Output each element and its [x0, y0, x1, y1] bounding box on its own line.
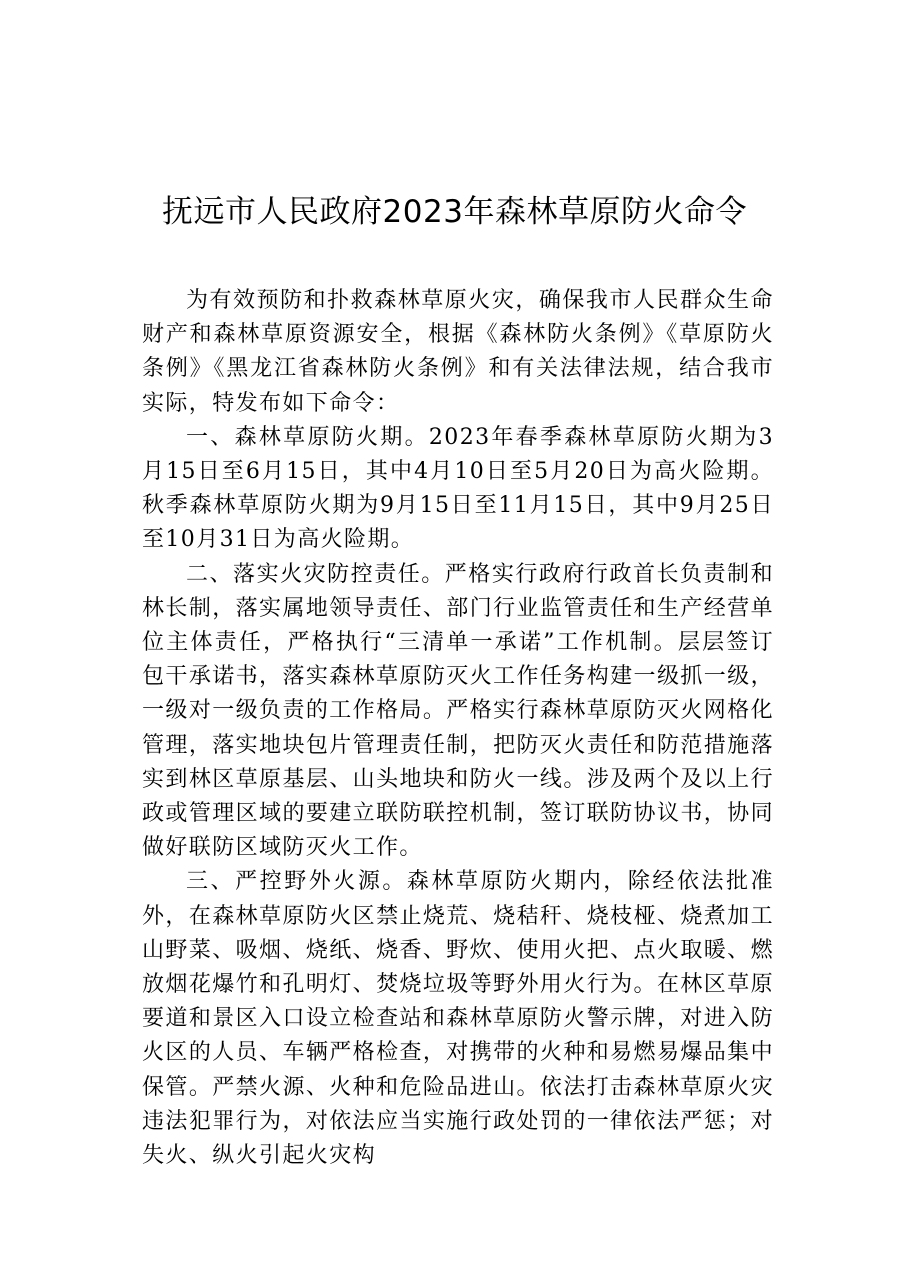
- paragraph-responsibility: 二、落实火灾防控责任。严格实行政府行政首长负责制和林长制，落实属地领导责任、部门行业监管责任和生产经营单位主体责任，严格执行“三清单一承诺”工作机制。层层签订包干承诺书，落实森林草原防灭火工作任务构建一级抓一级，一级对一级负责的工作格局。严格实行森林草原防灭火网格化管理，落实地块包片管理责任制，把防灭火责任和防范措施落实到林区草原基层、山头地块和防火一线。涉及两个及以上行政或管理区域的要建立联防联控机制，签订联防协议书，协同做好联防区域防灭火工作。: [142, 561, 774, 861]
- paragraph-fire-season: 一、森林草原防火期。2023年春季森林草原防火期为3月15日至6月15日，其中4月10日至5月20日为高火险期。秋季森林草原防火期为9月15日至11月15日，其中9月25日至10月31日为高火险期。: [142, 424, 774, 553]
- document-body: [142, 284, 774, 1173]
- document-title: 抚远市人民政府2023年森林草原防火命令: [162, 194, 747, 230]
- paragraph-intro: 为有效预防和扑救森林草原火灾，确保我市人民群众生命财产和森林草原资源安全，根据《森林防火条例》《草原防火条例》《黑龙江省森林防火条例》和有关法律法规，结合我市实际，特发布如下命令：: [142, 288, 774, 416]
- paragraph-fire-source-control: 三、严控野外火源。森林草原防火期内，除经依法批准外，在森林草原防火区禁止烧荒、烧秸秆、烧枝桠、烧煮加工山野菜、吸烟、烧纸、烧香、野炊、使用火把、点火取暖、燃放烟花爆竹和孔明灯、焚烧垃圾等野外用火行为。在林区草原要道和景区入口设立检查站和森林草原防火警示牌，对进入防火区的人员、车辆严格检查，对携带的火种和易燃易爆品集中保管。严禁火源、火种和危险品进山。依法打击森林草原火灾违法犯罪行为，对依法应当实施行政处罚的一律依法严惩；对失火、纵火引起火灾构: [142, 869, 774, 1169]
